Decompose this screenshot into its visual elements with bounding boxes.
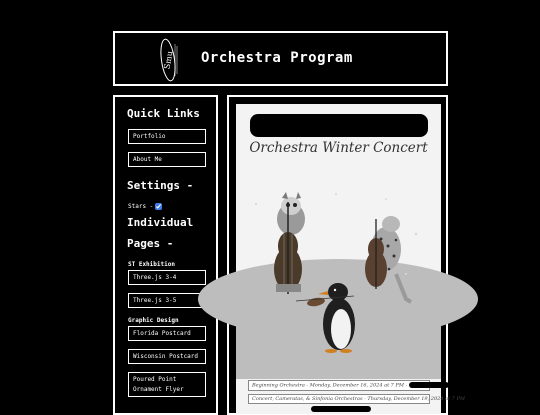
portfolio-link[interactable]: Portfolio xyxy=(128,129,206,144)
site-title: Orchestra Program xyxy=(201,50,353,66)
stars-setting xyxy=(128,203,162,210)
redacted-inline xyxy=(409,382,449,388)
poured-point-line2: Ornament Flyer xyxy=(133,386,184,393)
concert-date-2-text: Concert, Cameratas, & Sinfonia Orchestras - Thursday, December 19, 2024 at 7 PM xyxy=(252,396,465,402)
st-exhibition-label: ST Exhibition xyxy=(128,261,175,268)
concert-poster xyxy=(236,104,465,414)
redacted-inline xyxy=(311,406,371,412)
stars-label: Stars - xyxy=(128,203,154,210)
main-content xyxy=(227,95,465,415)
settings-heading: Settings - xyxy=(127,179,194,192)
concert-date-1 xyxy=(248,380,430,391)
site-header xyxy=(113,31,448,86)
logo[interactable] xyxy=(145,36,191,84)
poster-title: Orchestra Winter Concert xyxy=(249,140,428,156)
graphic-design-label: Graphic Design xyxy=(128,317,179,324)
sidebar xyxy=(113,95,218,415)
about-me-link[interactable]: About Me xyxy=(128,152,206,167)
quick-links-heading: Quick Links xyxy=(127,107,200,120)
orchestra-animals-illustration xyxy=(236,174,441,379)
stars-checkbox[interactable] xyxy=(155,203,162,210)
concert-date-1-text: Beginning Orchestra - Monday, December 16, 2024 at 7 PM - xyxy=(252,382,408,389)
threejs-3-4-link[interactable]: Three.js 3-4 xyxy=(128,270,206,285)
redacted-block xyxy=(250,114,428,137)
individual-pages-heading: Individual xyxy=(127,216,194,229)
svg-text:Smu: Smu xyxy=(162,50,175,70)
wisconsin-postcard-link[interactable]: Wisconsin Postcard xyxy=(128,349,206,364)
individual-pages-heading-cont: Pages - xyxy=(127,237,174,250)
florida-postcard-link[interactable]: Florida Postcard xyxy=(128,326,206,341)
concert-date-2 xyxy=(248,394,465,404)
threejs-3-5-link[interactable]: Three.js 3-5 xyxy=(128,293,206,308)
poured-point-line1: Poured Point xyxy=(133,376,177,383)
poured-point-link[interactable] xyxy=(128,372,206,397)
